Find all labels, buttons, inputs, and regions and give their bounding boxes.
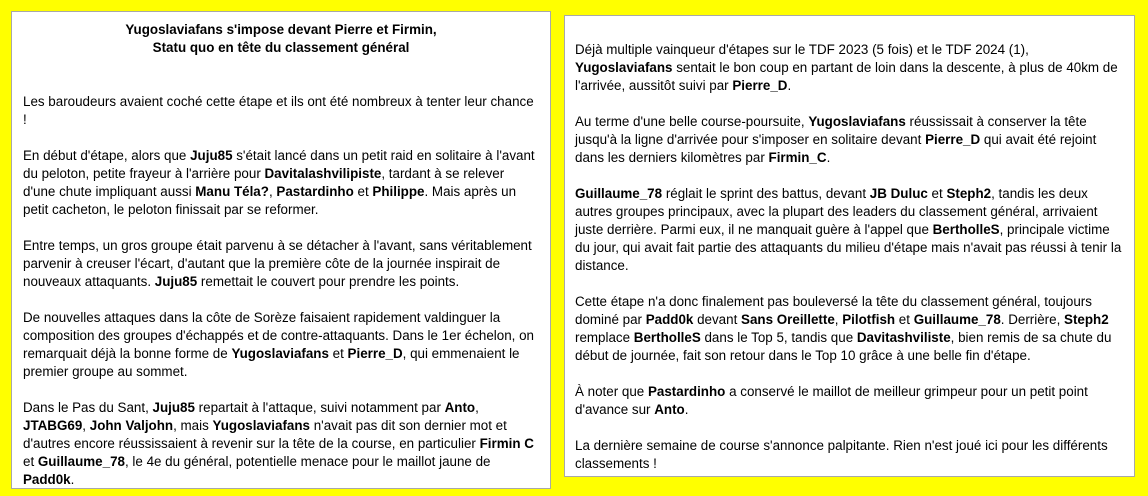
text-run: réglait le sprint des battus, devant: [662, 186, 870, 201]
rider-name: Yugoslaviafans: [808, 114, 906, 129]
title-line-1: Yugoslaviafans s'impose devant Pierre et Firmin,: [125, 22, 437, 37]
text-run: , le 4e du général, potentielle menace pour le maillot jaune de: [124, 454, 491, 469]
rider-name: Pierre_D: [347, 346, 403, 361]
text-run: . Mais après un petit cacheton, le peloton finissait par se reformer.: [23, 184, 517, 217]
rider-name: Padd0k: [645, 312, 694, 327]
text-run: ,: [475, 400, 479, 415]
rider-name: Guillaume_78: [575, 186, 663, 201]
text-run: , tardant à se relever d'une chute impliquant aussi: [23, 166, 505, 199]
text-run: n'avait pas dit son dernier mot et d'autres encore réussissaient à revenir sur la tête de la course, en particulier: [23, 418, 507, 451]
right-text-panel: [564, 15, 1135, 477]
rider-name: Pastardinho: [647, 384, 726, 399]
text-run: devant: [693, 312, 742, 327]
text-run: dans le Top 5, tandis que: [700, 330, 857, 345]
rider-name: Juju85: [190, 148, 233, 163]
rider-name: Manu Téla?: [195, 184, 269, 199]
rider-name: BertholleS: [932, 222, 1000, 237]
left-text-panel: [11, 11, 551, 489]
text-run: En début d'étape, alors que: [23, 148, 191, 163]
rider-name: Yugoslaviafans: [212, 418, 311, 433]
paragraph: [23, 237, 539, 291]
text-run: De nouvelles attaques dans la côte de Sorèze faisaient rapidement valdinguer la composition des groupes d'échappés et de contre-attaquants. Dans le 1er échelon, on remarquait déjà la bonne forme de: [23, 310, 534, 361]
rider-name: Sans Oreillette: [741, 312, 835, 327]
rider-name: Guillaume_78: [913, 312, 1001, 327]
text-run: qui avait été rejoint dans les derniers kilomètres par: [575, 132, 1097, 165]
rider-name: Steph2: [1064, 312, 1109, 327]
text-run: La dernière semaine de course s'annonce palpitante. Rien n'est joué ici pour les différents classements !: [575, 438, 1108, 471]
rider-name: BertholleS: [633, 330, 701, 345]
rider-name: Pilotfish: [842, 312, 896, 327]
text-run: , qui emmenaient le premier groupe au sommet.: [23, 346, 520, 379]
rider-name: JTABG69: [23, 418, 83, 433]
paragraph: [575, 185, 1124, 275]
text-run: , bien remis de sa chute du début de journée, fait son retour dans le Top 10 grâce à une belle fin d'étape.: [575, 330, 1112, 363]
rider-name: Padd0k: [23, 472, 71, 487]
text-run: .: [787, 78, 792, 93]
text-run: , mais: [173, 418, 213, 433]
rider-name: Pierre_D: [925, 132, 981, 147]
text-run: ,: [82, 418, 90, 433]
rider-name: Davitalashvilipiste: [264, 166, 382, 181]
text-run: a conservé le maillot de meilleur grimpeur pour un petit point d'avance sur: [575, 384, 1088, 417]
text-run: À noter que: [575, 384, 648, 399]
text-run: et: [927, 186, 947, 201]
paragraph: [23, 93, 539, 129]
paragraph: [575, 113, 1124, 167]
rider-name: Yugoslaviafans: [231, 346, 329, 361]
text-run: Au terme d'une belle course-poursuite,: [575, 114, 809, 129]
paragraph: [23, 147, 539, 219]
text-run: , principale victime du jour, qui avait fait partie des attaquants du milieu d'étape mais n'avait pas réussi à tenir la distance.: [575, 222, 1122, 273]
rider-name: Pastardinho: [276, 184, 354, 199]
text-run: et: [328, 346, 348, 361]
rider-name: Philippe: [372, 184, 425, 199]
text-run: sentait le bon coup en partant de loin dans la descente, à plus de 40km de l'arrivée, aussitôt suivi par: [575, 60, 1118, 93]
rider-name: John Valjohn: [89, 418, 174, 433]
text-run: et: [895, 312, 914, 327]
rider-name: Firmin_C: [768, 150, 827, 165]
rider-name: Pierre_D: [732, 78, 788, 93]
text-run: et: [23, 454, 38, 469]
rider-name: Yugoslaviafans: [575, 60, 673, 75]
text-run: Dans le Pas du Sant,: [23, 400, 153, 415]
rider-name: Juju85: [154, 274, 198, 289]
article-title: [23, 21, 539, 57]
text-run: .: [826, 150, 831, 165]
text-run: repartait à l'attaque, suivi notamment par: [194, 400, 445, 415]
paragraph: [575, 41, 1124, 95]
title-line-2: Statu quo en tête du classement général: [152, 40, 410, 55]
text-run: réussissait à conserver la tête jusqu'à la ligne d'arrivée pour s'imposer en solitaire devant: [575, 114, 1087, 147]
left-body: [23, 93, 539, 489]
rider-name: Firmin C: [479, 436, 534, 451]
paragraph: [23, 399, 539, 489]
text-run: remplace: [575, 330, 634, 345]
text-run: .: [684, 402, 689, 417]
text-run: ,: [268, 184, 277, 199]
text-run: Entre temps, un gros groupe était parvenu à se détacher à l'avant, sans véritablement parvenir à creuser l'écart, d'autant que la première côte de la journée inspirait de nouveaux attaquants.: [23, 238, 532, 289]
text-run: . Derrière,: [1000, 312, 1065, 327]
text-run: , tandis les deux autres groupes principaux, avec la plupart des leaders du classement général, arrivaient juste derrière. Parmi eux, il ne manquait guère à l'appel que: [575, 186, 1098, 237]
rider-name: Anto: [444, 400, 476, 415]
paragraph: [575, 437, 1124, 473]
text-run: remettait le couvert pour prendre les points.: [197, 274, 460, 289]
right-body: [575, 41, 1124, 473]
paragraph: [23, 309, 539, 381]
paragraph: [575, 383, 1124, 419]
text-run: Déjà multiple vainqueur d'étapes sur le TDF 2023 (5 fois) et le TDF 2024 (1),: [575, 42, 1029, 57]
text-run: ,: [834, 312, 843, 327]
rider-name: Guillaume_78: [37, 454, 125, 469]
rider-name: Juju85: [152, 400, 195, 415]
rider-name: JB Duluc: [869, 186, 928, 201]
rider-name: Steph2: [946, 186, 992, 201]
rider-name: Davitashviliste: [856, 330, 951, 345]
text-run: Les baroudeurs avaient coché cette étape et ils ont été nombreux à tenter leur chance !: [23, 94, 534, 127]
text-run: s'était lancé dans un petit raid en solitaire à l'avant du peloton, petite frayeur à l'arrière pour: [23, 148, 535, 181]
paragraph: [575, 293, 1124, 365]
text-run: et: [353, 184, 373, 199]
rider-name: Anto: [654, 402, 685, 417]
text-run: .: [70, 472, 75, 487]
text-run: Cette étape n'a donc finalement pas bouleversé la tête du classement général, toujours dominé par: [575, 294, 1092, 327]
